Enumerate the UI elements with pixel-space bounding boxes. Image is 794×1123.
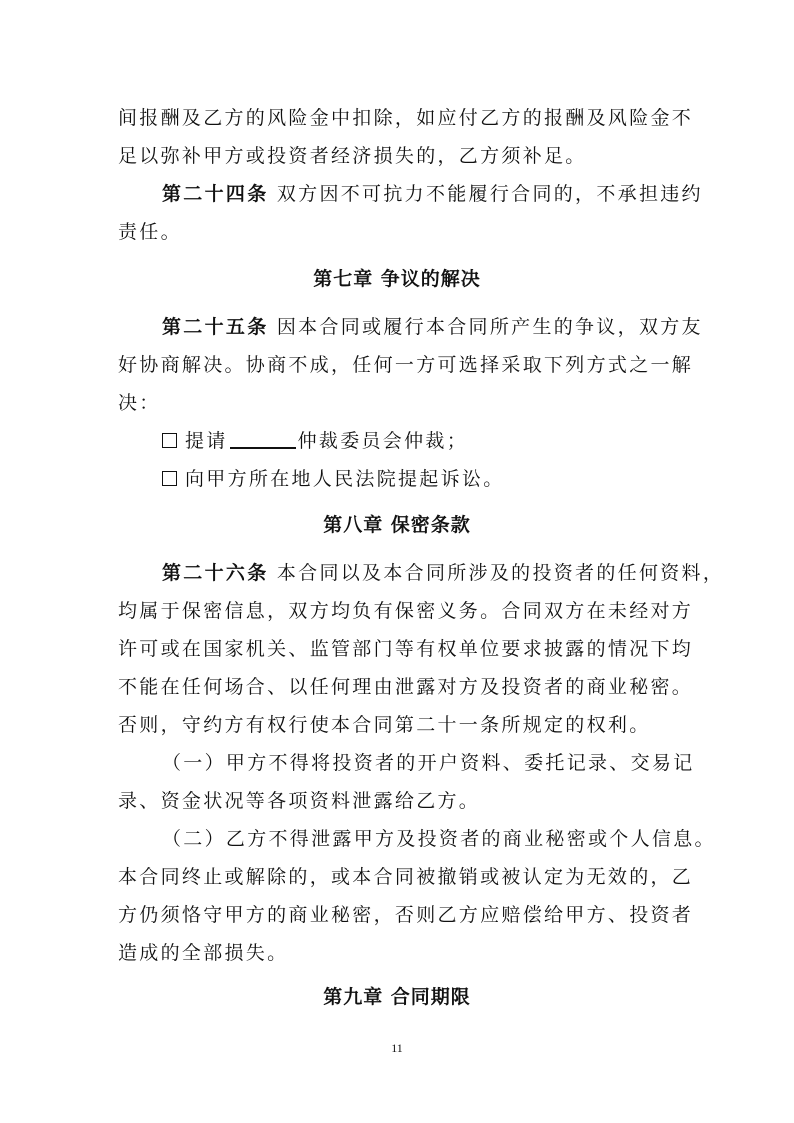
page-number: 11 [391,1041,403,1055]
body-line: 本合同终止或解除的，或本合同被撤销或被认定为无效的，乙 [118,866,694,888]
option-text: 提请 [185,430,228,452]
option-text: 向甲方所在地人民法院提起诉讼。 [185,468,505,490]
body-line: （二）乙方不得泄露甲方及投资者的商业秘密或个人信息。 [162,828,716,850]
article-label: 第二十四条 [162,183,269,205]
body-line: 均属于保密信息，双方均负有保密义务。合同双方在未经对方 [118,600,694,622]
article-text: 因本合同或履行本合同所产生的争议，双方友 [268,316,703,338]
article-label: 第二十五条 [162,316,269,338]
article-text: 本合同以及本合同所涉及的投资者的任何资料， [268,562,725,584]
checkbox-icon[interactable] [162,471,177,486]
article-25 [162,313,703,341]
chapter-heading: 第七章 争议的解决 [313,268,481,290]
body-line: 责任。 [118,221,182,243]
body-line: 录、资金状况等各项资料泄露给乙方。 [118,790,481,812]
checkbox-icon[interactable] [162,433,177,448]
article-text: 双方因不可抗力不能履行合同的，不承担违约 [268,183,703,205]
option-arbitration [162,427,468,455]
body-line: 足以弥补甲方或投资者经济损失的，乙方须补足。 [118,145,587,167]
body-line: 不能在任何场合、以任何理由泄露对方及投资者的商业秘密。 [118,676,694,698]
body-line: 方仍须恪守甲方的商业秘密，否则乙方应赔偿给甲方、投资者 [118,904,694,926]
chapter-heading: 第八章 保密条款 [323,514,471,536]
body-line: 好协商解决。协商不成，任何一方可选择采取下列方式之一解 [118,354,694,376]
body-line: 否则，守约方有权行使本合同第二十一条所规定的权利。 [118,714,651,736]
chapter-heading: 第九章 合同期限 [323,986,471,1008]
body-line: 许可或在国家机关、监管部门等有权单位要求披露的情况下均 [118,638,694,660]
blank-field [230,429,296,449]
option-text: 仲裁委员会仲裁； [297,430,469,452]
body-line: 决： [118,392,161,414]
article-label: 第二十六条 [162,562,269,584]
option-litigation [162,465,505,493]
body-line: （一）甲方不得将投资者的开户资料、委托记录、交易记 [162,752,695,774]
body-line: 造成的全部损失。 [118,942,289,964]
article-26 [162,559,724,587]
article-24 [162,180,703,208]
body-line: 间报酬及乙方的风险金中扣除，如应付乙方的报酬及风险金不 [118,107,694,129]
